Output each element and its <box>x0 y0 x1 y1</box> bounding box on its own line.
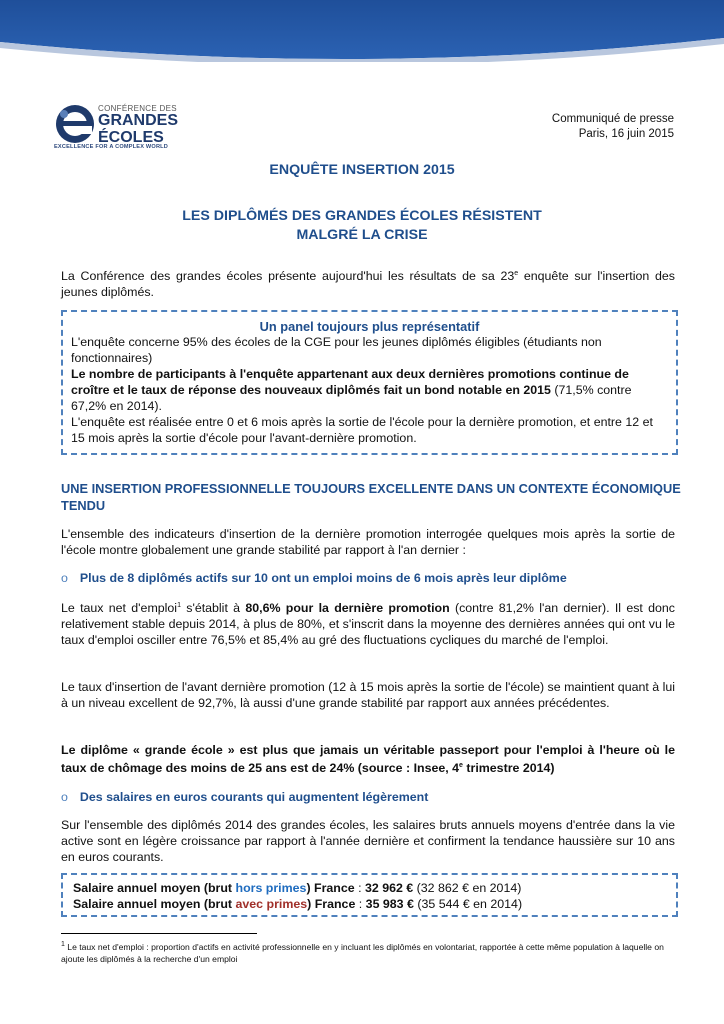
taux-text-b: s'établit à <box>180 601 246 616</box>
section1-heading: UNE INSERTION PROFESSIONNELLE TOUJOURS EXCELLENTE DANS UN CONTEXTE ÉCONOMIQUE TENDU <box>61 481 681 513</box>
press-release-info <box>552 112 674 142</box>
bullet-emploi-text: Plus de 8 diplômés actifs sur 10 ont un emploi moins de 6 mois après leur diplôme <box>79 571 567 585</box>
intro-text-b: enquête sur l'insertion des jeunes diplômés. <box>61 269 675 300</box>
salary-row-avec-primes <box>73 896 666 912</box>
logo-text-line2: GRANDES <box>98 112 179 129</box>
salary2-colon: : <box>355 897 366 911</box>
salary1-france: ) France <box>306 881 355 895</box>
salary2-france: ) France <box>307 897 356 911</box>
press-label: Communiqué de presse <box>551 113 674 125</box>
bullet-salaires-text: Des salaires en euros courants qui augmentent légèrement <box>79 790 429 804</box>
footnote-text: Le taux net d'emploi : proportion d'actifs en activité professionnelle en y incluant les diplômés en volontariat, rapportée à cette même population à laquelle on ajoute les diplômés à la recherche d'un emploi <box>61 941 664 964</box>
salary2-avec-primes: avec primes <box>235 897 308 911</box>
paragraph-salaires: Sur l'ensemble des diplômés 2014 des grandes écoles, les salaires bruts annuels moyens d'entrée dans la vie active sont en légère croissance par rapport à l'année dernière et confirment la tendance haussière sur 10 ans en euros courants. <box>61 818 675 864</box>
salary1-hors-primes: hors primes <box>235 881 307 895</box>
salary2-previous: (35 544 € en 2014) <box>413 897 523 911</box>
bullet-salaires <box>61 790 428 804</box>
panel-p1: L'enquête concerne 95% des écoles de la CGE pour les jeunes diplômés éligibles (étudiants non fonctionnaires) <box>71 335 602 365</box>
cge-logo-e-icon <box>54 102 96 146</box>
diplome-text-a: Le diplôme « grande école » est plus que jamais un véritable passeport pour l'emploi à l'heure où le taux de chômage des moins de 25 ans est de 24% (source : Insee, 4 <box>61 743 675 776</box>
paragraph-taux-emploi <box>61 598 675 648</box>
header-banner <box>0 0 724 62</box>
panel-box <box>61 310 678 455</box>
cge-logo <box>54 102 204 154</box>
footnote-separator <box>61 933 257 934</box>
intro-paragraph <box>61 266 675 300</box>
salary2-label: Salaire annuel moyen (brut <box>73 897 236 911</box>
intro-text-a: La Conférence des grandes écoles présente aujourd'hui les résultats de sa 23 <box>61 269 515 284</box>
salary-row-hors-primes <box>73 880 666 896</box>
salary1-colon: : <box>354 881 365 895</box>
headline-line1: LES DIPLÔMÉS DES GRANDES ÉCOLES RÉSISTENT <box>182 208 542 224</box>
bullet-marker: o <box>61 790 68 804</box>
panel-p2-bold: Le nombre de participants à l'enquête appartenant aux deux dernières promotions continue de croître et le taux de réponse des nouveaux diplômés fait un bond notable en 2015 <box>71 367 629 397</box>
panel-body <box>71 334 668 446</box>
panel-p2 <box>71 366 668 414</box>
bullet-emploi <box>61 571 567 585</box>
logo-text-line3: ÉCOLES <box>98 129 164 146</box>
panel-p3: L'enquête est réalisée entre 0 et 6 mois après la sortie de l'école pour la dernière promotion, et entre 12 et 15 mois après la sortie d'école pour l'avant-dernière promotion. <box>71 415 653 445</box>
salary1-value: 32 962 € <box>364 881 414 895</box>
section1-intro: L'ensemble des indicateurs d'insertion de la dernière promotion interrogée quelques mois après la sortie de l'école montre globalement une grande stabilité par rapport à l'an dernier : <box>61 527 675 557</box>
footnote-ref: 1 <box>177 602 181 609</box>
salary-box <box>61 873 678 917</box>
headline-line2: MALGRÉ LA CRISE <box>296 227 428 243</box>
logo-tagline: EXCELLENCE FOR A COMPLEX WORLD <box>54 144 169 150</box>
panel-heading: Un panel toujours plus représentatif <box>259 319 480 334</box>
taux-text-c: (contre 81,2% l'an dernier). Il est donc relativement stable depuis 2014, à plus de 80%, et s'inscrit dans la moyenne des dernières années qui ont vu le taux d'emploi osciller entre 76,5% et 85,4% au gré des fluctuations cycliques du marché de l'emploi. <box>61 601 676 648</box>
panel-p2-rest: (71,5% contre 67,2% en 2014). <box>71 383 632 413</box>
salary1-previous: (32 862 € en 2014) <box>413 881 522 895</box>
salary1-label: Salaire annuel moyen (brut <box>73 881 236 895</box>
logo-text-line1: CONFÉRENCE DES <box>98 104 177 113</box>
intro-sup: e <box>514 270 519 277</box>
salary2-value: 35 983 € <box>365 897 414 911</box>
footnote-number: 1 <box>61 941 65 948</box>
document-title: ENQUÊTE INSERTION 2015 <box>269 162 455 178</box>
bullet-marker: o <box>61 571 68 585</box>
taux-text-a: Le taux net d'emploi <box>61 601 178 616</box>
headline <box>0 207 724 245</box>
paragraph-diplome <box>61 742 675 776</box>
taux-bold: 80,6% pour la dernière promotion <box>245 601 450 616</box>
paragraph-insertion: Le taux d'insertion de l'avant dernière promotion (12 à 15 mois après la sortie de l'école) se maintient quant à lui à un niveau excellent de 92,7%, là aussi d'une grande stabilité par rapport aux années précédentes. <box>61 680 675 710</box>
diplome-sup: e <box>459 762 463 769</box>
press-date: Paris, 16 juin 2015 <box>578 128 674 140</box>
diplome-text-b: trimestre 2014) <box>462 761 555 776</box>
footnote <box>61 939 681 965</box>
